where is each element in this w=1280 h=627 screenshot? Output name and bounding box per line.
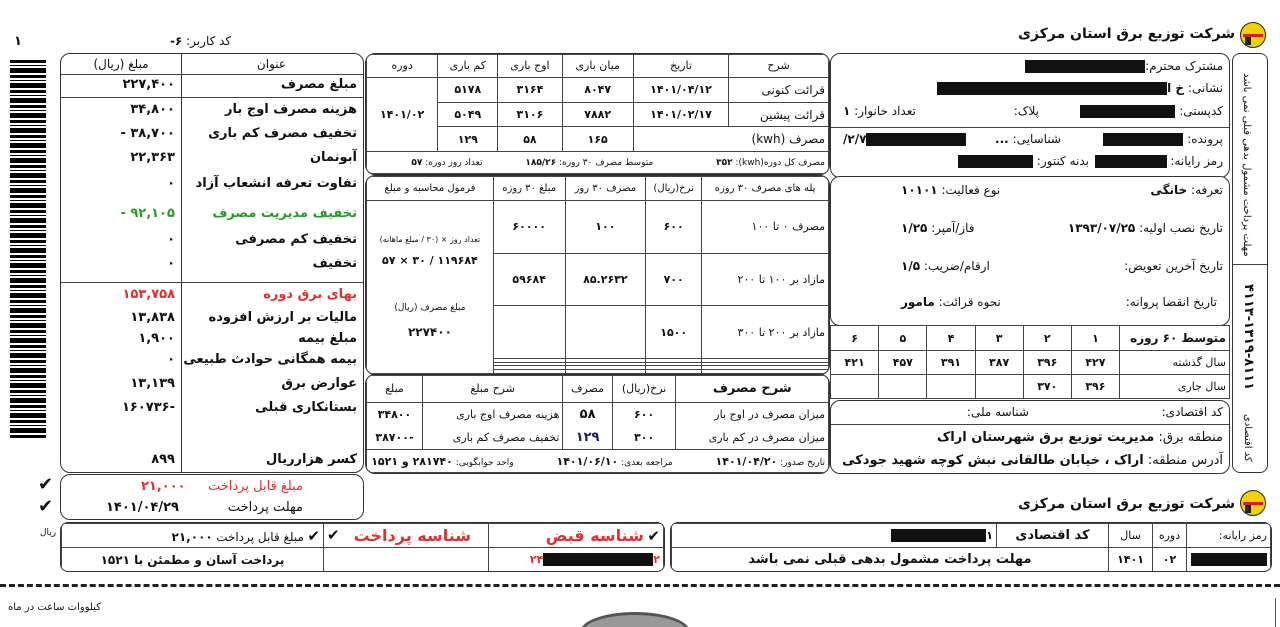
chart-graphic — [580, 612, 690, 627]
payment-id-value — [324, 548, 489, 572]
cut-line — [0, 584, 1280, 587]
stub-payable-value: ۲۱,۰۰۰ — [171, 529, 213, 544]
user-code: کد کاربر: ۶- — [170, 34, 232, 48]
file-number: پرونده: — [1103, 132, 1223, 146]
region-address: آدرس منطقه: اراک ، خیابان طالقانی نبش کوچه شهید جودکی — [842, 453, 1223, 468]
table-row: مصرف (kwh) ۱۶۵ ۵۸ ۱۲۹ — [367, 127, 829, 152]
table-row: میزان مصرف در کم باری ۳۰۰ ۱۲۹ تخفیف مصرف کم باری -۳۸۷۰۰ — [367, 426, 829, 450]
side-eco-code: ۴۱۱۳-۱۳۱۹-۸۱۱۱ — [1241, 284, 1256, 391]
stub-eco-code: ۱ — [672, 524, 997, 548]
check-icon: ✔ — [307, 526, 320, 545]
digits-factor: ارقام/ضریب: ۱/۵ — [901, 259, 990, 273]
payment-box — [60, 474, 364, 520]
customer-address: نشانی: خ ا — [937, 81, 1223, 95]
check-icon: ✔ — [38, 496, 54, 517]
tariff-info — [830, 176, 1230, 326]
payment-id-label: شناسه پرداخت — [353, 526, 471, 545]
usage-desc-table: شرح مصرف نرخ(ریال) مصرف شرح مبلغ مبلغ میزان مصرف در اوج بار ۶۰۰ ۵۸ هزینه مصرف اوج باری ۳۴۸۰۰ میزان مصرف در کم باری ۳۰۰ ۱۲۹ تخفیف مصرف کم باری -۳۸۷۰۰ تاریخ صدور: ۱۴۰۱/۰۴/۲۰ مراجعه بعدی: ۱۴۰۱/۰۶/۱۰ واحد جوابگویی: ۲۸۱۷۴۰ و ۱۵۲۱ — [365, 374, 830, 474]
readings-table: شرح تاریخ میان باری اوج باری کم باری دوره قرائت کنونی ۱۴۰۱/۰۴/۱۲ ۸۰۴۷ ۳۱۶۴ ۵۱۷۸ ۱۴۰۱/۰۲ قرائت پیشین ۱۴۰۱/۰۲/۱۷ ۷۸۸۲ ۳۱۰۶ ۵۰۴۹ مصرف (kwh) ۱۶۵ ۵۸ ۱۲۹ مصرف کل دوره(kwh): ۳۵۲ متوسط مصرف ۳۰ روزه: ۱۸۵/۲۶ تعداد روز دوره: ۵۷ — [365, 53, 830, 175]
payable-value: ۲۱,۰۰۰ — [141, 479, 186, 494]
table-row: مازاد بر ۱۰۰ تا ۲۰۰ ۷۰۰ ۸۵.۲۶۳۲ ۵۹۶۸۴ — [367, 253, 829, 306]
payment-stub-left: ✔ شناسه قبض شناسه پرداخت ✔ ✔ مبلغ قابل پرداخت ۲۱,۰۰۰ ۲۲۴ پرداخت آسان و مطمئن با ۱۵۲۱ — [60, 522, 665, 572]
power-region: منطقه برق: مدیریت توزیع برق شهرستان اراک — [936, 430, 1223, 445]
install-date: تاریخ نصب اولیه: ۱۳۹۳/۰۷/۲۵ — [1067, 221, 1223, 235]
identifier-value: ۲/۷/ — [843, 132, 966, 146]
payment-stub-right: رمز رایانه: دوره سال کد اقتصادی ۱ ۰۲ ۱۴۰۱ مهلت پرداخت مشمول بدهی قبلی نمی باشد — [670, 522, 1272, 572]
national-id: شناسه ملی: — [966, 405, 1029, 419]
bill-id-value: ۲۲۴ — [489, 548, 664, 572]
table-row: قرائت کنونی ۱۴۰۱/۰۴/۱۲ ۸۰۴۷ ۳۱۶۴ ۵۱۷۸ ۱۴۰۱/۰۲ — [367, 77, 829, 102]
amount-label: مبلغ مصرف — [280, 77, 357, 92]
table-row: قرائت پیشین ۱۴۰۱/۰۲/۱۷ ۷۸۸۲ ۳۱۰۶ ۵۰۴۹ — [367, 102, 829, 127]
company-name: شرکت توزیع برق استان مرکزی — [1018, 26, 1235, 42]
chart-label: کیلووات ساعت در ماه — [8, 602, 101, 613]
tariff-type: تعرفه: خانگی — [1150, 183, 1223, 197]
postal-code: کدپستی: — [1080, 104, 1223, 118]
region-info — [830, 400, 1230, 474]
table-row: مصرف ۰ تا ۱۰۰ ۶۰۰ ۱۰۰ ۶۰۰۰۰ تعداد روز × (۳۰ / مبلغ ماهانه) ۱۱۹۶۸۴ / ۳۰ × ۵۷ مبلغ مصرف (ریال) ۲۲۷۴۰۰ — [367, 201, 829, 254]
table-row: مازاد بر ۲۰۰ تا ۳۰۰ ۱۵۰۰ — [367, 306, 829, 359]
page-number: ۱ — [14, 34, 22, 49]
computer-code: رمز رایانه: — [1095, 154, 1223, 168]
payable-label: مبلغ قابل پرداخت — [207, 479, 303, 494]
stub-computer-code — [1187, 548, 1271, 572]
check-icon: ✔ — [327, 526, 340, 544]
averages-table: متوسط ۶۰ روزه ۱ ۲ ۳ ۴ ۵ ۶ سال گذشته ۴۲۷ ۳۹۶ ۳۸۷ ۳۹۱ ۴۵۷ ۴۲۱ سال جاری ۳۹۶ ۳۷۰ — [830, 325, 1230, 399]
economic-code: کد اقتصادی: — [1161, 405, 1223, 419]
table-row: میزان مصرف در اوج بار ۶۰۰ ۵۸ هزینه مصرف اوج باری ۳۴۸۰۰ — [367, 402, 829, 426]
currency-label: ریال — [40, 528, 57, 538]
period-summary: مصرف کل دوره(kwh): ۳۵۲ متوسط مصرف ۳۰ روزه: ۱۸۵/۲۶ تعداد روز دوره: ۵۷ — [367, 152, 829, 174]
barcode — [10, 60, 46, 440]
formula-cell: تعداد روز × (۳۰ / مبلغ ماهانه) ۱۱۹۶۸۴ / ۳۰ × ۵۷ مبلغ مصرف (ریال) ۲۲۷۴۰۰ — [367, 201, 494, 374]
company-logo-icon — [1240, 22, 1266, 48]
side-eco-label: کد اقتصادی — [1242, 414, 1253, 462]
deadline-label: مهلت پرداخت — [227, 500, 303, 515]
last-replace-date: تاریخ آخرین تعویض: — [1124, 259, 1223, 273]
check-icon: ✔ — [38, 474, 54, 495]
phase-amp: فاز/آمپر: ۱/۲۵ — [901, 221, 975, 235]
customer-name: مشترک محترم: — [1025, 59, 1223, 73]
identifier: شناسایی: ... — [995, 132, 1061, 146]
steps-table: پله های مصرف ۳۰ روزه نرخ(ریال) مصرف ۳۰ روز مبلغ ۳۰ روزه فرمول محاسبه و مبلغ مصرف ۰ تا ۱۰۰ ۶۰۰ ۱۰۰ ۶۰۰۰۰ تعداد روز × (۳۰ / مبلغ ماهانه) ۱۱۹۶۸۴ / ۳۰ × ۵۷ مبلغ مصرف (ریال) ۲۲۷۴۰۰ مازاد بر ۱۰۰ تا ۲۰۰ ۷۰۰ ۸۵.۲۶۳۲ ۵۹۶۸۴ مازاد بر ۲۰۰ تا ۳۰۰ ۱۵۰۰ — [365, 175, 830, 375]
issue-info: تاریخ صدور: ۱۴۰۱/۰۴/۲۰ مراجعه بعدی: ۱۴۰۱/۰۶/۱۰ واحد جوابگویی: ۲۸۱۷۴۰ و ۱۵۲۱ — [367, 450, 829, 473]
table-row: سال جاری ۳۹۶ ۳۷۰ — [831, 375, 1230, 399]
check-icon: ✔ — [647, 527, 660, 545]
easy-pay-text: پرداخت آسان و مطمئن با ۱۵۲۱ — [62, 548, 324, 572]
amounts-table: عنوان مبلغ (ریال) مبلغ مصرف ۲۲۷,۴۰۰ هزینه مصرف اوج بار ۳۴,۸۰۰ تخفیف مصرف کم باری ۳۸,۷۰۰ - آبونمان ۲۲,۳۶۳ تفاوت تعرفه انشعاب آزاد ۰ تخفیف مدیریت مصرف ۹۲,۱۰۵ - تخفیف کم مصرفی ۰ تخفیف ۰ بهای برق دوره ۱۵۳,۷۵۸ مالیات بر ارزش افزوده ۱۳,۸۳۸ مبلغ بیمه ۱,۹۰۰ بیمه همگانی حوادث طبیعی ۰ عوارض برق ۱۳,۱۳۹ بستانکاری قبلی -۱۶۰۷۳۶ کسر هزارریال ۸۹۹ — [60, 53, 364, 473]
company-name-stub: شرکت توزیع برق استان مرکزی — [1018, 496, 1235, 512]
meter-body: بدنه کنتور: — [958, 154, 1089, 168]
table-row: سال گذشته ۴۲۷ ۳۹۶ ۳۸۷ ۳۹۱ ۴۵۷ ۴۲۱ — [831, 351, 1230, 375]
customer-info — [830, 53, 1230, 178]
household-count: تعداد خانوار: ۱ — [843, 104, 916, 118]
redacted-name — [1025, 60, 1145, 73]
activity-type: نوع فعالیت: ۱۰۱۰۱ — [901, 183, 1001, 197]
bill-id-label: شناسه قبض — [545, 526, 644, 545]
company-logo-icon — [1240, 490, 1266, 516]
license-expiry: تاریخ انقضا پروانه: — [1125, 295, 1217, 309]
plate-label: پلاک: — [1013, 104, 1039, 118]
side-strip — [1232, 53, 1268, 473]
amount-value: ۲۲۷,۴۰۰ — [122, 77, 175, 92]
reading-method: نحوه قرائت: مامور — [901, 295, 1001, 309]
side-notice: مهلت پرداخت مشمول بدهی قبلی نمی باشد — [1241, 73, 1252, 257]
deadline-value: ۱۴۰۱/۰۴/۲۹ — [106, 500, 179, 515]
